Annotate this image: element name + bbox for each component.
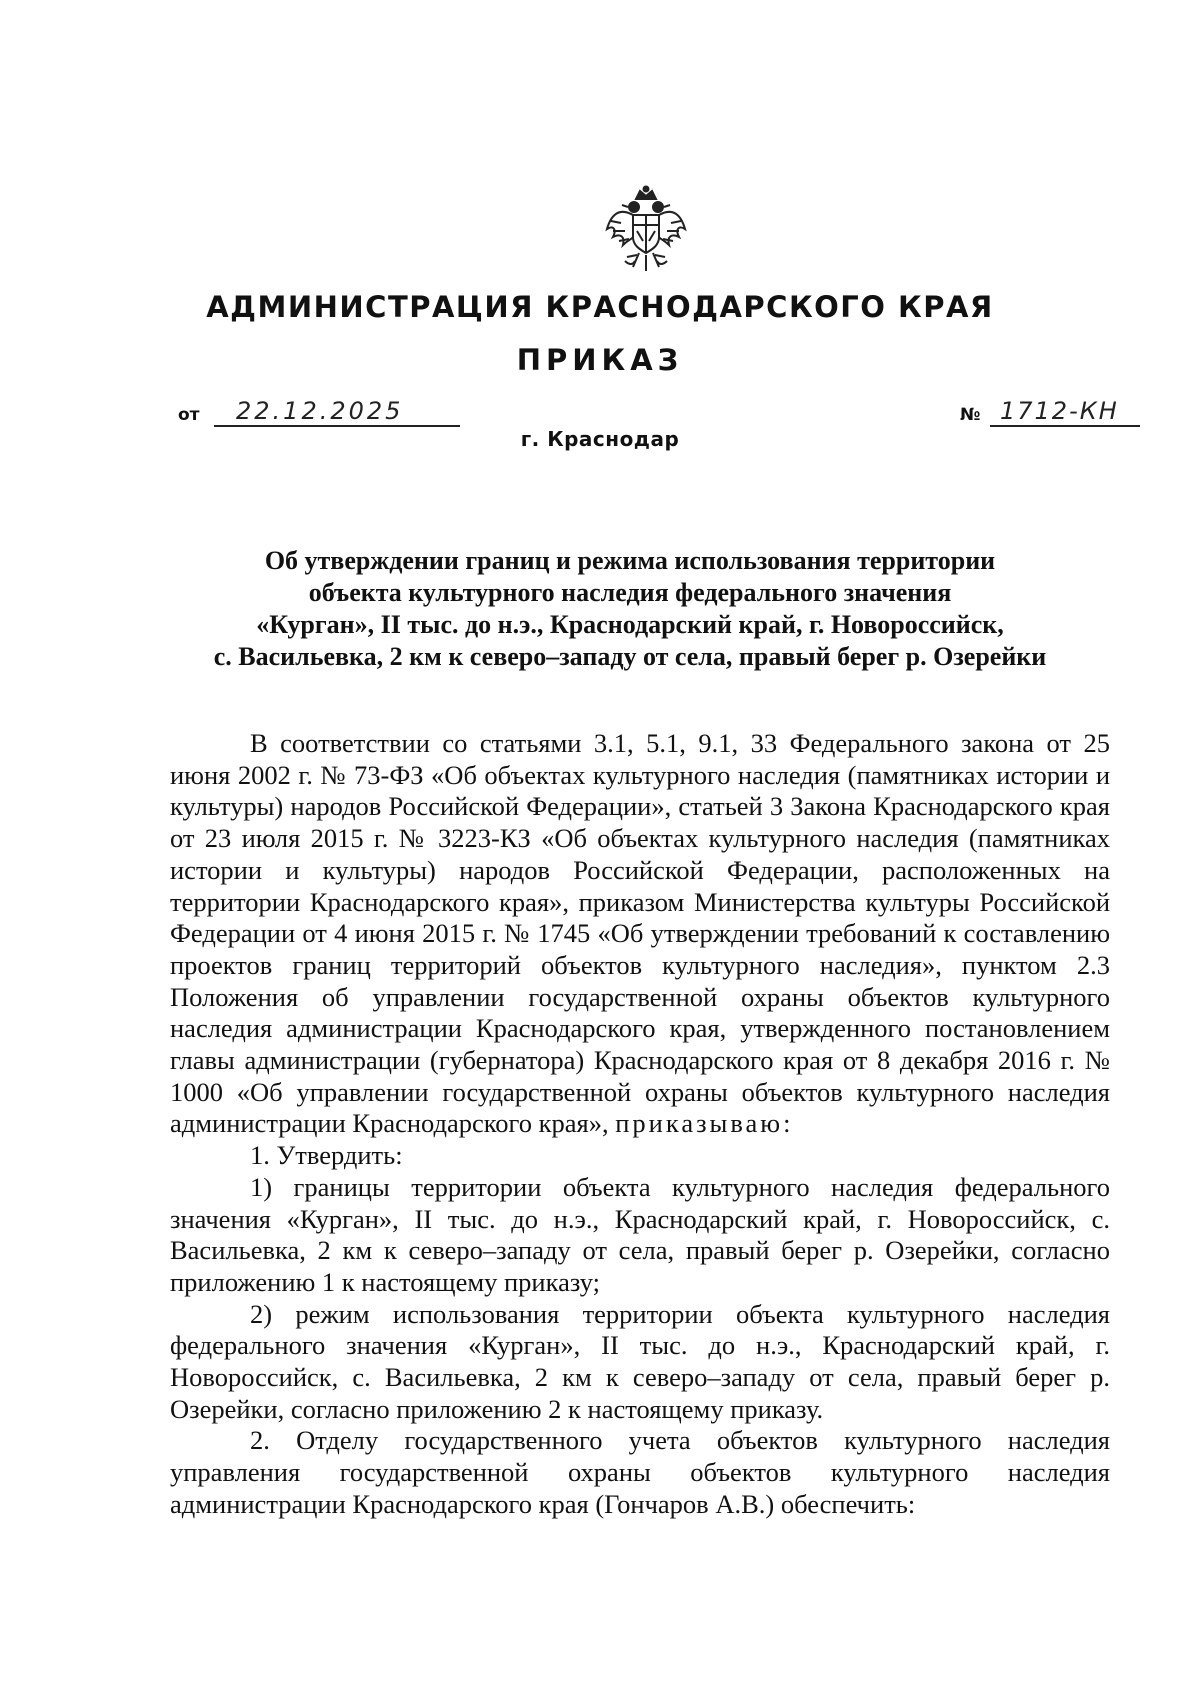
item-1: 1. Утвердить: <box>250 1140 403 1171</box>
coat-of-arms-icon <box>603 185 689 275</box>
title-line: Об утверждении границ и режима использования территории <box>264 546 996 575</box>
item-1-1: 1) границы территории объекта культурного наследия федерального значения «Курган», II тыс. до н.э., Краснодарский край, г. Новороссийск, с. Васильевка, 2 км к северо–западу от села, правый берег р. Озерейки, согласно приложению 1 к настоящему приказу; <box>170 1171 1110 1297</box>
document-type: ПРИКАЗ <box>516 343 684 377</box>
order-word: приказываю: <box>615 1108 794 1139</box>
number-value: 1712-КН <box>1000 397 1119 425</box>
date-label: от <box>178 405 200 425</box>
title-line: с. Васильевка, 2 км к северо–западу от села, правый берег р. Озерейки <box>213 642 1047 671</box>
number-underline <box>990 425 1140 427</box>
number-label: № <box>960 405 981 425</box>
preamble-paragraph <box>170 728 1110 1140</box>
organization-name: АДМИНИСТРАЦИЯ КРАСНОДАРСКОГО КРАЯ <box>206 290 994 324</box>
item-1-2: 2) режим использования территории объекта культурного наследия федерального значения «Курган», II тыс. до н.э., Краснодарский край, г. Новороссийск, с. Васильевка, 2 км к северо–западу от села, правый берег р. Озерейки, согласно приложению 2 к настоящему приказу. <box>170 1298 1110 1424</box>
title-line: объекта культурного наследия федерального значения <box>308 578 952 607</box>
date-value: 22.12.2025 <box>236 397 404 425</box>
document-title <box>160 545 1100 673</box>
preamble-text: В соответствии со статьями 3.1, 5.1, 9.1, 33 Федерального закона от 25 июня 2002 г. № 73-ФЗ «Об объектах культурного наследия (памятниках истории и культуры) народов Российской Федерации», статьей 3 Закона Краснодарского края от 23 июля 2015 г. № 3223-КЗ «Об объектах культурного наследия (памятниках истории и культуры) народов Российской Федерации, расположенных на территории Краснодарского края», приказом Министерства культуры Российской Федерации от 4 июня 2015 г. № 1745 «Об утверждении требований к составлению проектов границ территорий объектов культурного наследия», пунктом 2.3 Положения об управлении государственной охраны объектов культурного наследия администрации Краснодарского края, утвержденного постановлением главы администрации (губернатора) Краснодарского края от 8 декабря 2016 г. № 1000 «Об управлении государственной охраны объектов культурного наследия администрации Краснодарского края», <box>170 728 1110 1139</box>
item-2: 2. Отделу государственного учета объектов культурного наследия управления государственной охраны объектов культурного наследия администрации Краснодарского края (Гончаров А.В.) обеспечить: <box>170 1425 1110 1519</box>
document-body <box>170 728 1110 1521</box>
city: г. Краснодар <box>520 427 680 451</box>
title-line: «Курган», II тыс. до н.э., Краснодарский край, г. Новороссийск, <box>256 610 1004 639</box>
